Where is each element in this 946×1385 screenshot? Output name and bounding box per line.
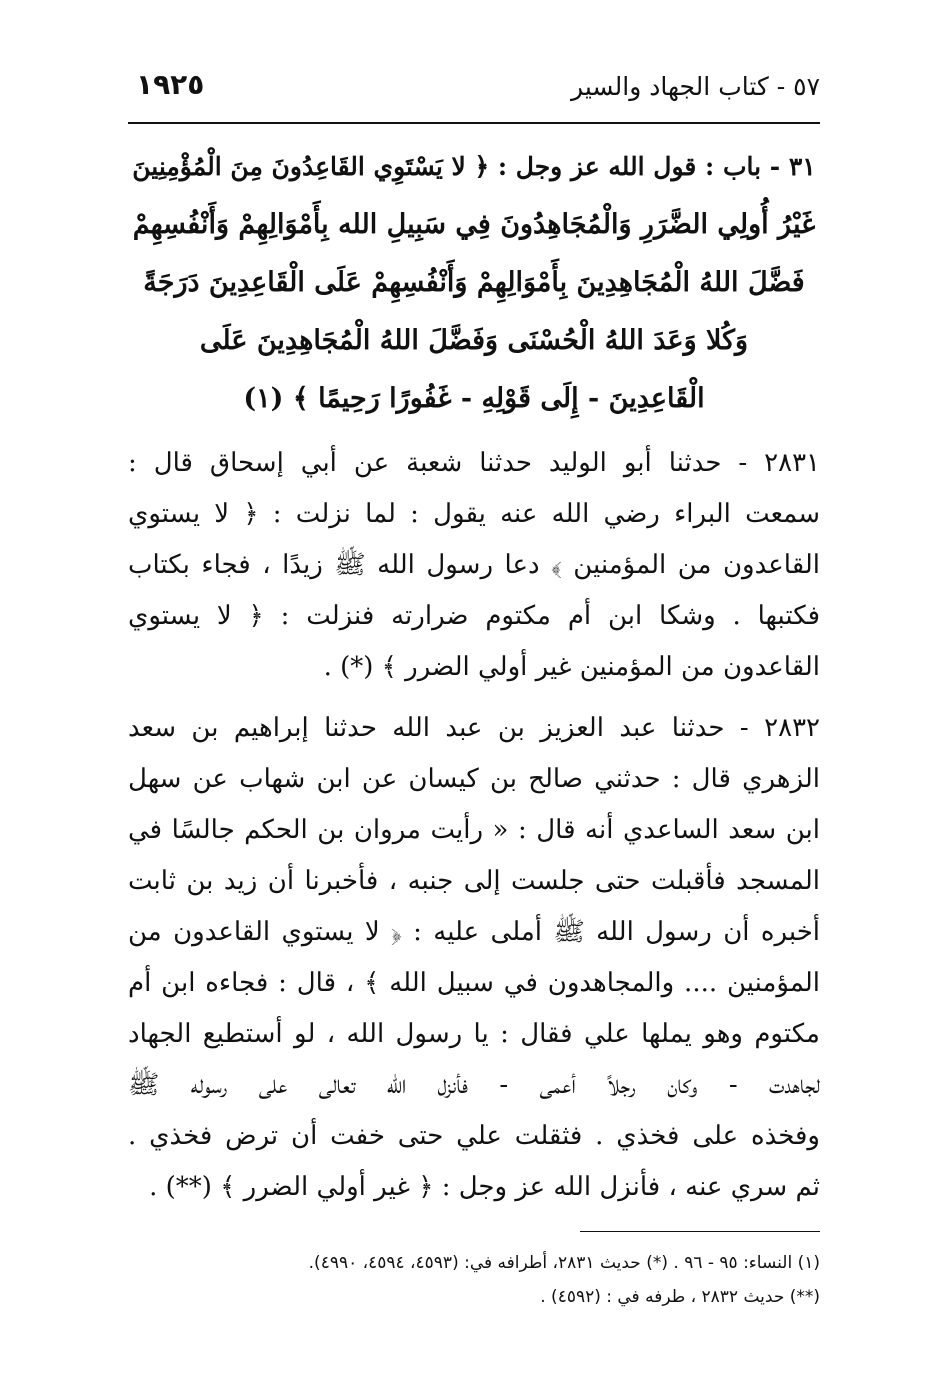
hadith-line: وفخذه على فخذي . فثقلت علي حتى خفت أن ترض فخذي . xyxy=(128,1121,820,1151)
running-title: ٥٧ - كتاب الجهاد والسير xyxy=(571,72,820,101)
hadith-line: أخبره أن رسول الله ﷺ أملى عليه : ﴿ لا يستوي القاعدون من xyxy=(128,917,820,947)
hadith-line: المؤمنين .... والمجاهدون في سبيل الله ﴾ ، قال : فجاءه ابن أم xyxy=(128,968,820,998)
hadith-line: فكتبها . وشكا ابن أم مكتوم ضرارته فنزلت : ﴿ لا يستوي xyxy=(128,601,820,631)
hadith-line: ابن سعد الساعدي أنه قال : « رأيت مروان بن الحكم جالسًا في xyxy=(128,815,820,845)
chapter-heading-line: ٣١ - باب : قول الله عز وجل : ﴿ لا يَسْتَوِي القَاعِدُونَ مِنَ الْمُؤْمِنِينَ xyxy=(132,152,816,181)
hadith-line: لجاهدت - وكان رجلاً أعمى - فأنزل الله تعالى على رسوله ﷺ xyxy=(128,1070,820,1100)
hadith-line: ثم سري عنه ، فأنزل الله عز وجل : ﴿ غير أولي الضرر ﴾ (**) . xyxy=(149,1172,820,1202)
header-rule xyxy=(128,122,820,124)
hadith-line: الزهري قال : حدثني صالح بن كيسان عن ابن شهاب عن سهل xyxy=(128,764,820,794)
chapter-heading-line: غَيْرُ أُولِي الضَّرَرِ وَالْمُجَاهِدُونَ فِي سَبِيلِ الله بِأَمْوَالِهِمْ وَأَنْفُسِهِمْ xyxy=(132,209,816,240)
hadith-line: المسجد فأقبلت حتى جلست إلى جنبه ، فأخبرنا أن زيد بن ثابت xyxy=(128,866,820,896)
hadith-line: القاعدون من المؤمنين ﴾ دعا رسول الله ﷺ زيدًا ، فجاء بكتاب xyxy=(128,550,820,580)
hadith-line: القاعدون من المؤمنين غير أولي الضرر ﴾ (*) . xyxy=(323,652,820,682)
chapter-heading-line: الْقَاعِدِينَ - إِلَى قَوْلِهِ - غَفُورًا رَحِيمًا ﴾ (١) xyxy=(243,383,705,414)
hadith-line: سمعت البراء رضي الله عنه يقول : لما نزلت : ﴿ لا يستوي xyxy=(128,499,820,529)
hadith-line: مكتوم وهو يملها علي فقال : يا رسول الله ، لو أستطيع الجهاد xyxy=(128,1019,820,1049)
chapter-heading-line: فَضَّلَ اللهُ الْمُجَاهِدِينَ بِأَمْوَالِهِمْ وَأَنْفُسِهِمْ عَلَى الْقَاعِدِينَ دَرَجَةً xyxy=(143,267,805,298)
chapter-heading-line: وَكُلا وَعَدَ اللهُ الْحُسْنَى وَفَضَّلَ اللهُ الْمُجَاهِدِينَ عَلَى xyxy=(199,325,749,356)
footnote: (١) النساء: ٩٥ - ٩٦ . (*) حديث ٢٨٣١، أطرافه في: (٤٥٩٣، ٤٥٩٤، ٤٩٩٠). xyxy=(308,1253,820,1273)
footnotes xyxy=(128,1246,820,1314)
page-number: ١٩٢٥ xyxy=(136,68,205,101)
footnote-rule xyxy=(580,1231,820,1232)
hadith-line: ٢٨٣١ - حدثنا أبو الوليد حدثنا شعبة عن أبي إسحاق قال : xyxy=(128,448,820,478)
chapter-heading xyxy=(128,138,820,428)
page-header xyxy=(128,62,820,114)
hadith-2831 xyxy=(128,438,820,693)
book-page xyxy=(128,62,820,1314)
hadith-2832 xyxy=(128,703,820,1213)
footnote: (**) حديث ٢٨٣٢ ، طرفه في : (٤٥٩٢) . xyxy=(540,1287,820,1307)
hadith-line: ٢٨٣٢ - حدثنا عبد العزيز بن عبد الله حدثنا إبراهيم بن سعد xyxy=(128,713,820,743)
